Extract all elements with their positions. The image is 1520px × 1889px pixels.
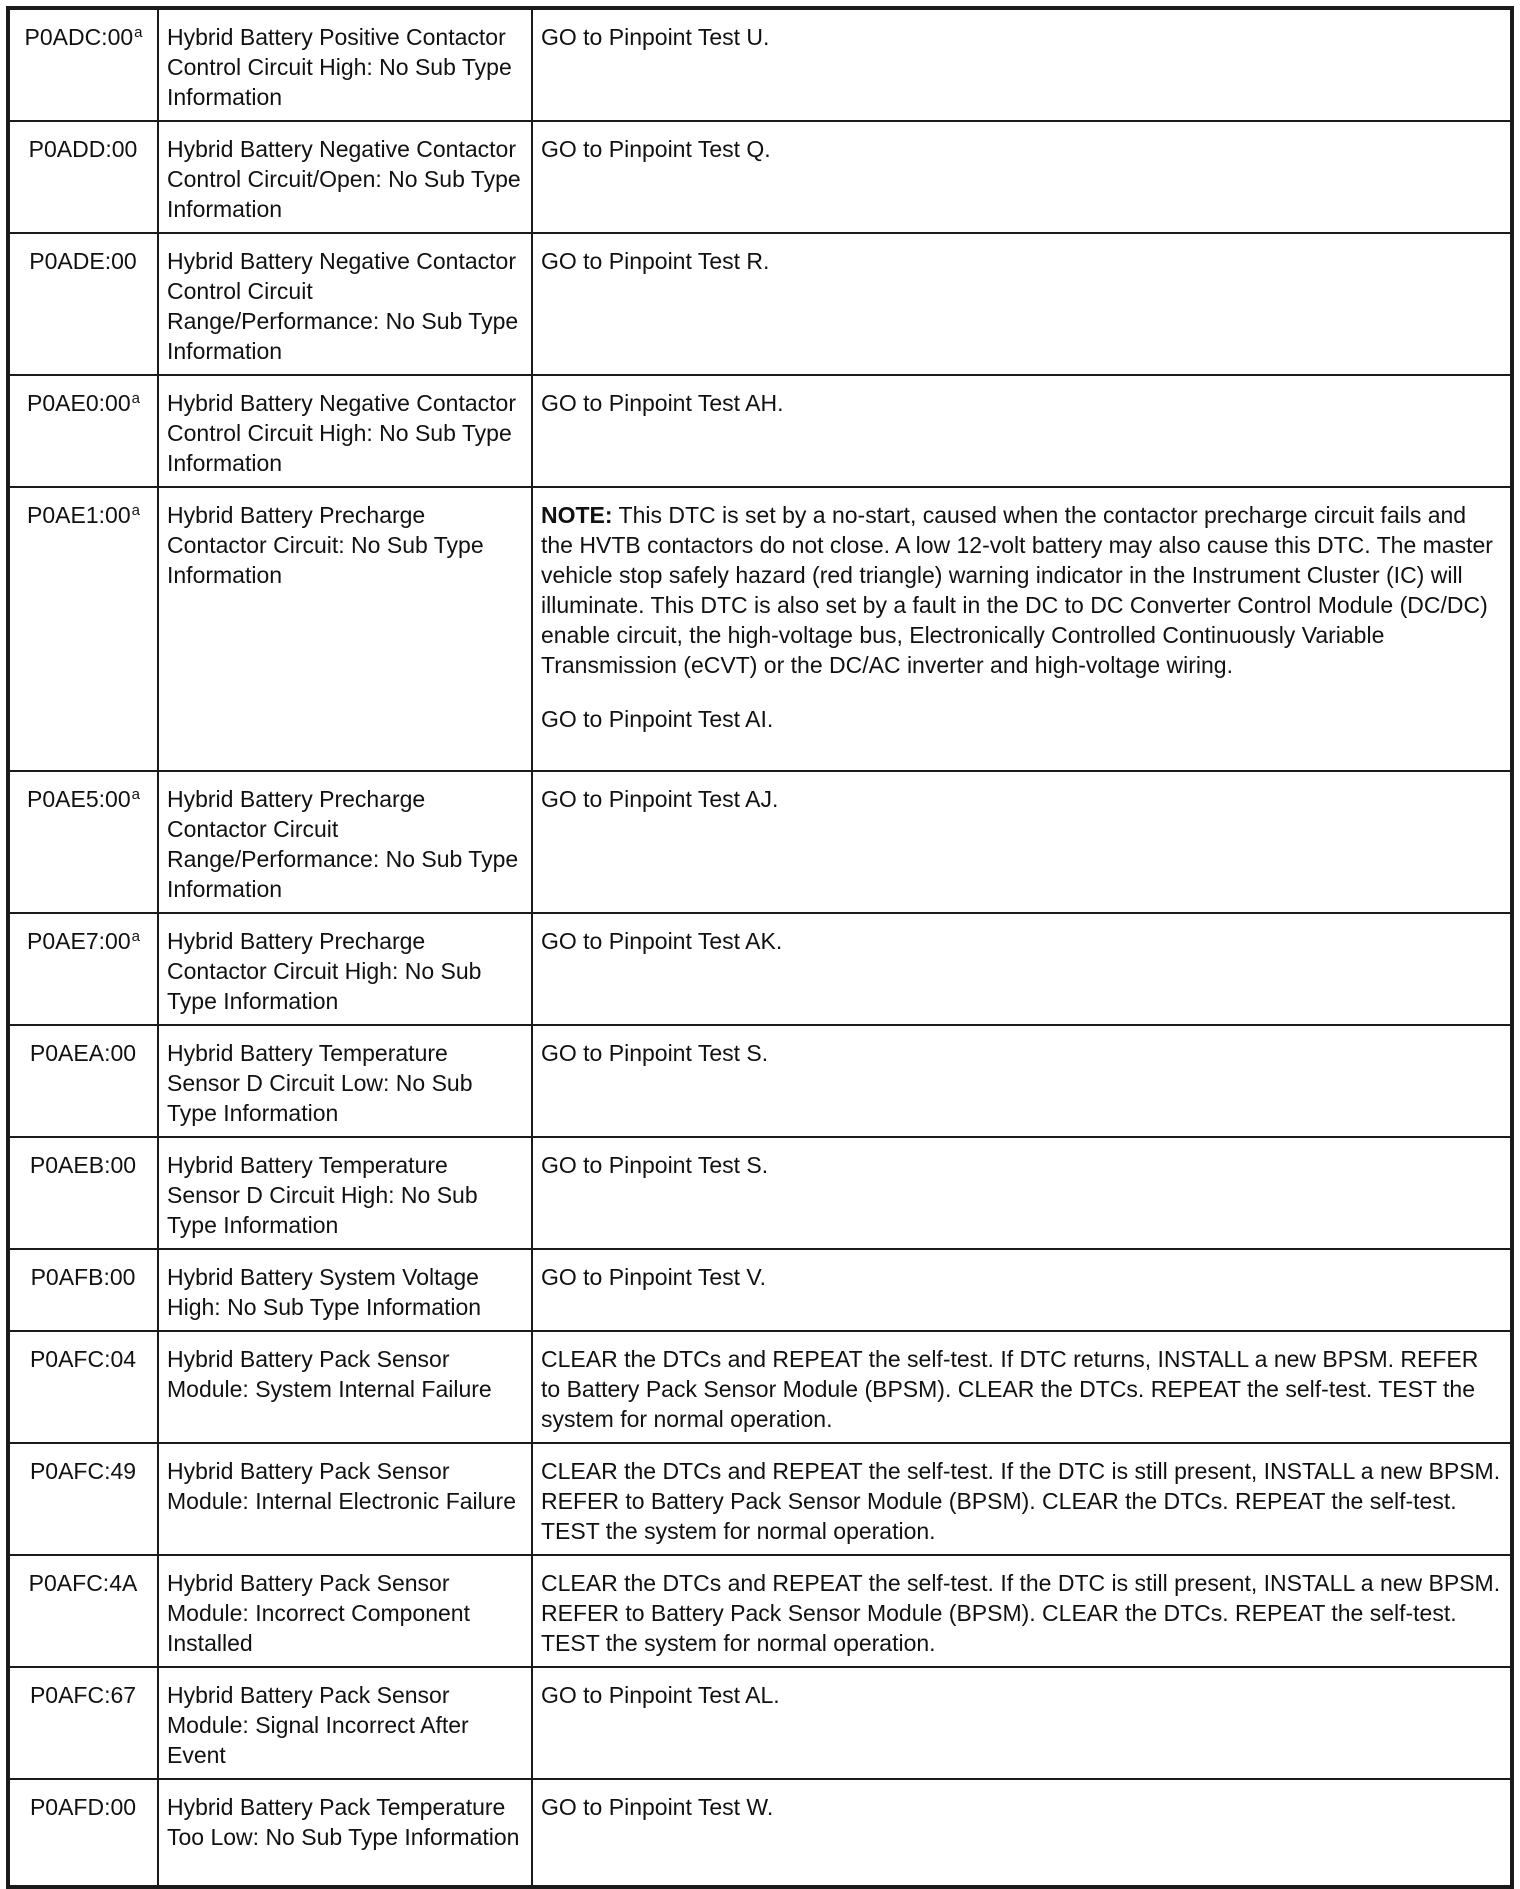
dtc-description: Hybrid Battery Precharge Contactor Circuit Range/Performance: No Sub Type Information	[158, 771, 532, 913]
dtc-description: Hybrid Battery Negative Contactor Control Circuit Range/Performance: No Sub Type Information	[158, 233, 532, 375]
dtc-code-cell	[8, 1443, 158, 1555]
dtc-code-cell	[8, 1331, 158, 1443]
dtc-code-cell	[8, 1555, 158, 1667]
dtc-action: GO to Pinpoint Test S.	[532, 1137, 1512, 1249]
footnote-marker: a	[131, 501, 140, 519]
dtc-description: Hybrid Battery Precharge Contactor Circuit High: No Sub Type Information	[158, 913, 532, 1025]
table-row	[8, 913, 1512, 1025]
table-row	[8, 771, 1512, 913]
dtc-action: GO to Pinpoint Test U.	[532, 8, 1512, 121]
dtc-table	[6, 6, 1514, 1889]
dtc-description: Hybrid Battery Pack Temperature Too Low: No Sub Type Information	[158, 1779, 532, 1887]
dtc-code: P0AFC:49	[29, 1458, 137, 1484]
dtc-description: Hybrid Battery Negative Contactor Control Circuit High: No Sub Type Information	[158, 375, 532, 487]
dtc-code-cell	[8, 771, 158, 913]
dtc-action-cell	[532, 487, 1512, 771]
dtc-action: GO to Pinpoint Test AJ.	[532, 771, 1512, 913]
dtc-code: P0AEA:00	[29, 1040, 137, 1066]
dtc-description: Hybrid Battery Precharge Contactor Circuit: No Sub Type Information	[158, 487, 532, 771]
dtc-code: P0AFC:04	[29, 1346, 137, 1372]
table-row	[8, 8, 1512, 121]
table-row	[8, 1137, 1512, 1249]
document-page	[6, 6, 1514, 1889]
table-row	[8, 1443, 1512, 1555]
dtc-action: GO to Pinpoint Test AK.	[532, 913, 1512, 1025]
dtc-code-cell	[8, 1137, 158, 1249]
dtc-action: CLEAR the DTCs and REPEAT the self-test. If the DTC is still present, INSTALL a new BPSM. REFER to Battery Pack Sensor Module (BPSM). CLEAR the DTCs. REPEAT the self-test. TEST the system for normal operation.	[532, 1555, 1512, 1667]
dtc-code: P0AFC:67	[29, 1682, 137, 1708]
table-row	[8, 233, 1512, 375]
dtc-code-cell	[8, 913, 158, 1025]
dtc-description: Hybrid Battery Positive Contactor Control Circuit High: No Sub Type Information	[158, 8, 532, 121]
dtc-code-cell	[8, 1249, 158, 1331]
dtc-description: Hybrid Battery Pack Sensor Module: Signal Incorrect After Event	[158, 1667, 532, 1779]
dtc-code-cell	[8, 1667, 158, 1779]
dtc-action: GO to Pinpoint Test AL.	[532, 1667, 1512, 1779]
dtc-action: GO to Pinpoint Test AI.	[541, 706, 774, 732]
dtc-code-cell	[8, 121, 158, 233]
note-label: NOTE:	[541, 502, 613, 528]
dtc-code: P0AE0:00	[27, 390, 131, 416]
dtc-code-cell	[8, 487, 158, 771]
dtc-code: P0AE1:00	[27, 502, 131, 528]
dtc-code-cell	[8, 375, 158, 487]
table-row	[8, 121, 1512, 233]
dtc-description: Hybrid Battery Pack Sensor Module: Internal Electronic Failure	[158, 1443, 532, 1555]
dtc-code: P0AEB:00	[29, 1152, 137, 1178]
footnote-marker: a	[134, 23, 143, 41]
dtc-description: Hybrid Battery Temperature Sensor D Circuit Low: No Sub Type Information	[158, 1025, 532, 1137]
table-row	[8, 375, 1512, 487]
table-row	[8, 1667, 1512, 1779]
note-text: This DTC is set by a no-start, caused when the contactor precharge circuit fails and the HVTB contactors do not close. A low 12-volt battery may also cause this DTC. The master vehicle stop safely hazard (red triangle) warning indicator in the Instrument Cluster (IC) will illuminate. This DTC is also set by a fault in the DC to DC Converter Control Module (DC/DC) enable circuit, the high-voltage bus, Electronically Controlled Continuously Variable Transmission (eCVT) or the DC/AC inverter and high-voltage wiring.	[541, 502, 1493, 678]
footnote-marker: a	[131, 389, 140, 407]
dtc-code: P0AFC:4A	[28, 1570, 138, 1596]
table-row	[8, 1331, 1512, 1443]
dtc-description: Hybrid Battery Pack Sensor Module: Incorrect Component Installed	[158, 1555, 532, 1667]
dtc-code-cell	[8, 1779, 158, 1887]
dtc-description: Hybrid Battery Temperature Sensor D Circuit High: No Sub Type Information	[158, 1137, 532, 1249]
dtc-action: GO to Pinpoint Test W.	[532, 1779, 1512, 1887]
dtc-code: P0AFB:00	[30, 1264, 136, 1290]
dtc-action: GO to Pinpoint Test S.	[532, 1025, 1512, 1137]
dtc-code: P0ADC:00	[24, 24, 134, 50]
dtc-action: GO to Pinpoint Test V.	[532, 1249, 1512, 1331]
dtc-action: CLEAR the DTCs and REPEAT the self-test. If the DTC is still present, INSTALL a new BPSM. REFER to Battery Pack Sensor Module (BPSM). CLEAR the DTCs. REPEAT the self-test. TEST the system for normal operation.	[532, 1443, 1512, 1555]
table-row	[8, 487, 1512, 771]
dtc-action: GO to Pinpoint Test Q.	[532, 121, 1512, 233]
table-row	[8, 1025, 1512, 1137]
table-row	[8, 1779, 1512, 1887]
dtc-code-cell	[8, 8, 158, 121]
dtc-description: Hybrid Battery Negative Contactor Control Circuit/Open: No Sub Type Information	[158, 121, 532, 233]
dtc-description: Hybrid Battery System Voltage High: No Sub Type Information	[158, 1249, 532, 1331]
footnote-marker: a	[131, 785, 140, 803]
note-paragraph	[541, 500, 1502, 680]
dtc-code: P0ADD:00	[28, 136, 138, 162]
dtc-description: Hybrid Battery Pack Sensor Module: System Internal Failure	[158, 1331, 532, 1443]
dtc-code: P0AE5:00	[27, 786, 131, 812]
dtc-action: GO to Pinpoint Test R.	[532, 233, 1512, 375]
table-row	[8, 1249, 1512, 1331]
dtc-action: GO to Pinpoint Test AH.	[532, 375, 1512, 487]
footnote-marker: a	[131, 927, 140, 945]
dtc-code-cell	[8, 233, 158, 375]
dtc-action: CLEAR the DTCs and REPEAT the self-test. If DTC returns, INSTALL a new BPSM. REFER to Battery Pack Sensor Module (BPSM). CLEAR the DTCs. REPEAT the self-test. TEST the system for normal operation.	[532, 1331, 1512, 1443]
dtc-code: P0AE7:00	[27, 928, 131, 954]
dtc-code: P0ADE:00	[29, 248, 137, 274]
dtc-code-cell	[8, 1025, 158, 1137]
dtc-code: P0AFD:00	[29, 1794, 137, 1820]
table-row	[8, 1555, 1512, 1667]
